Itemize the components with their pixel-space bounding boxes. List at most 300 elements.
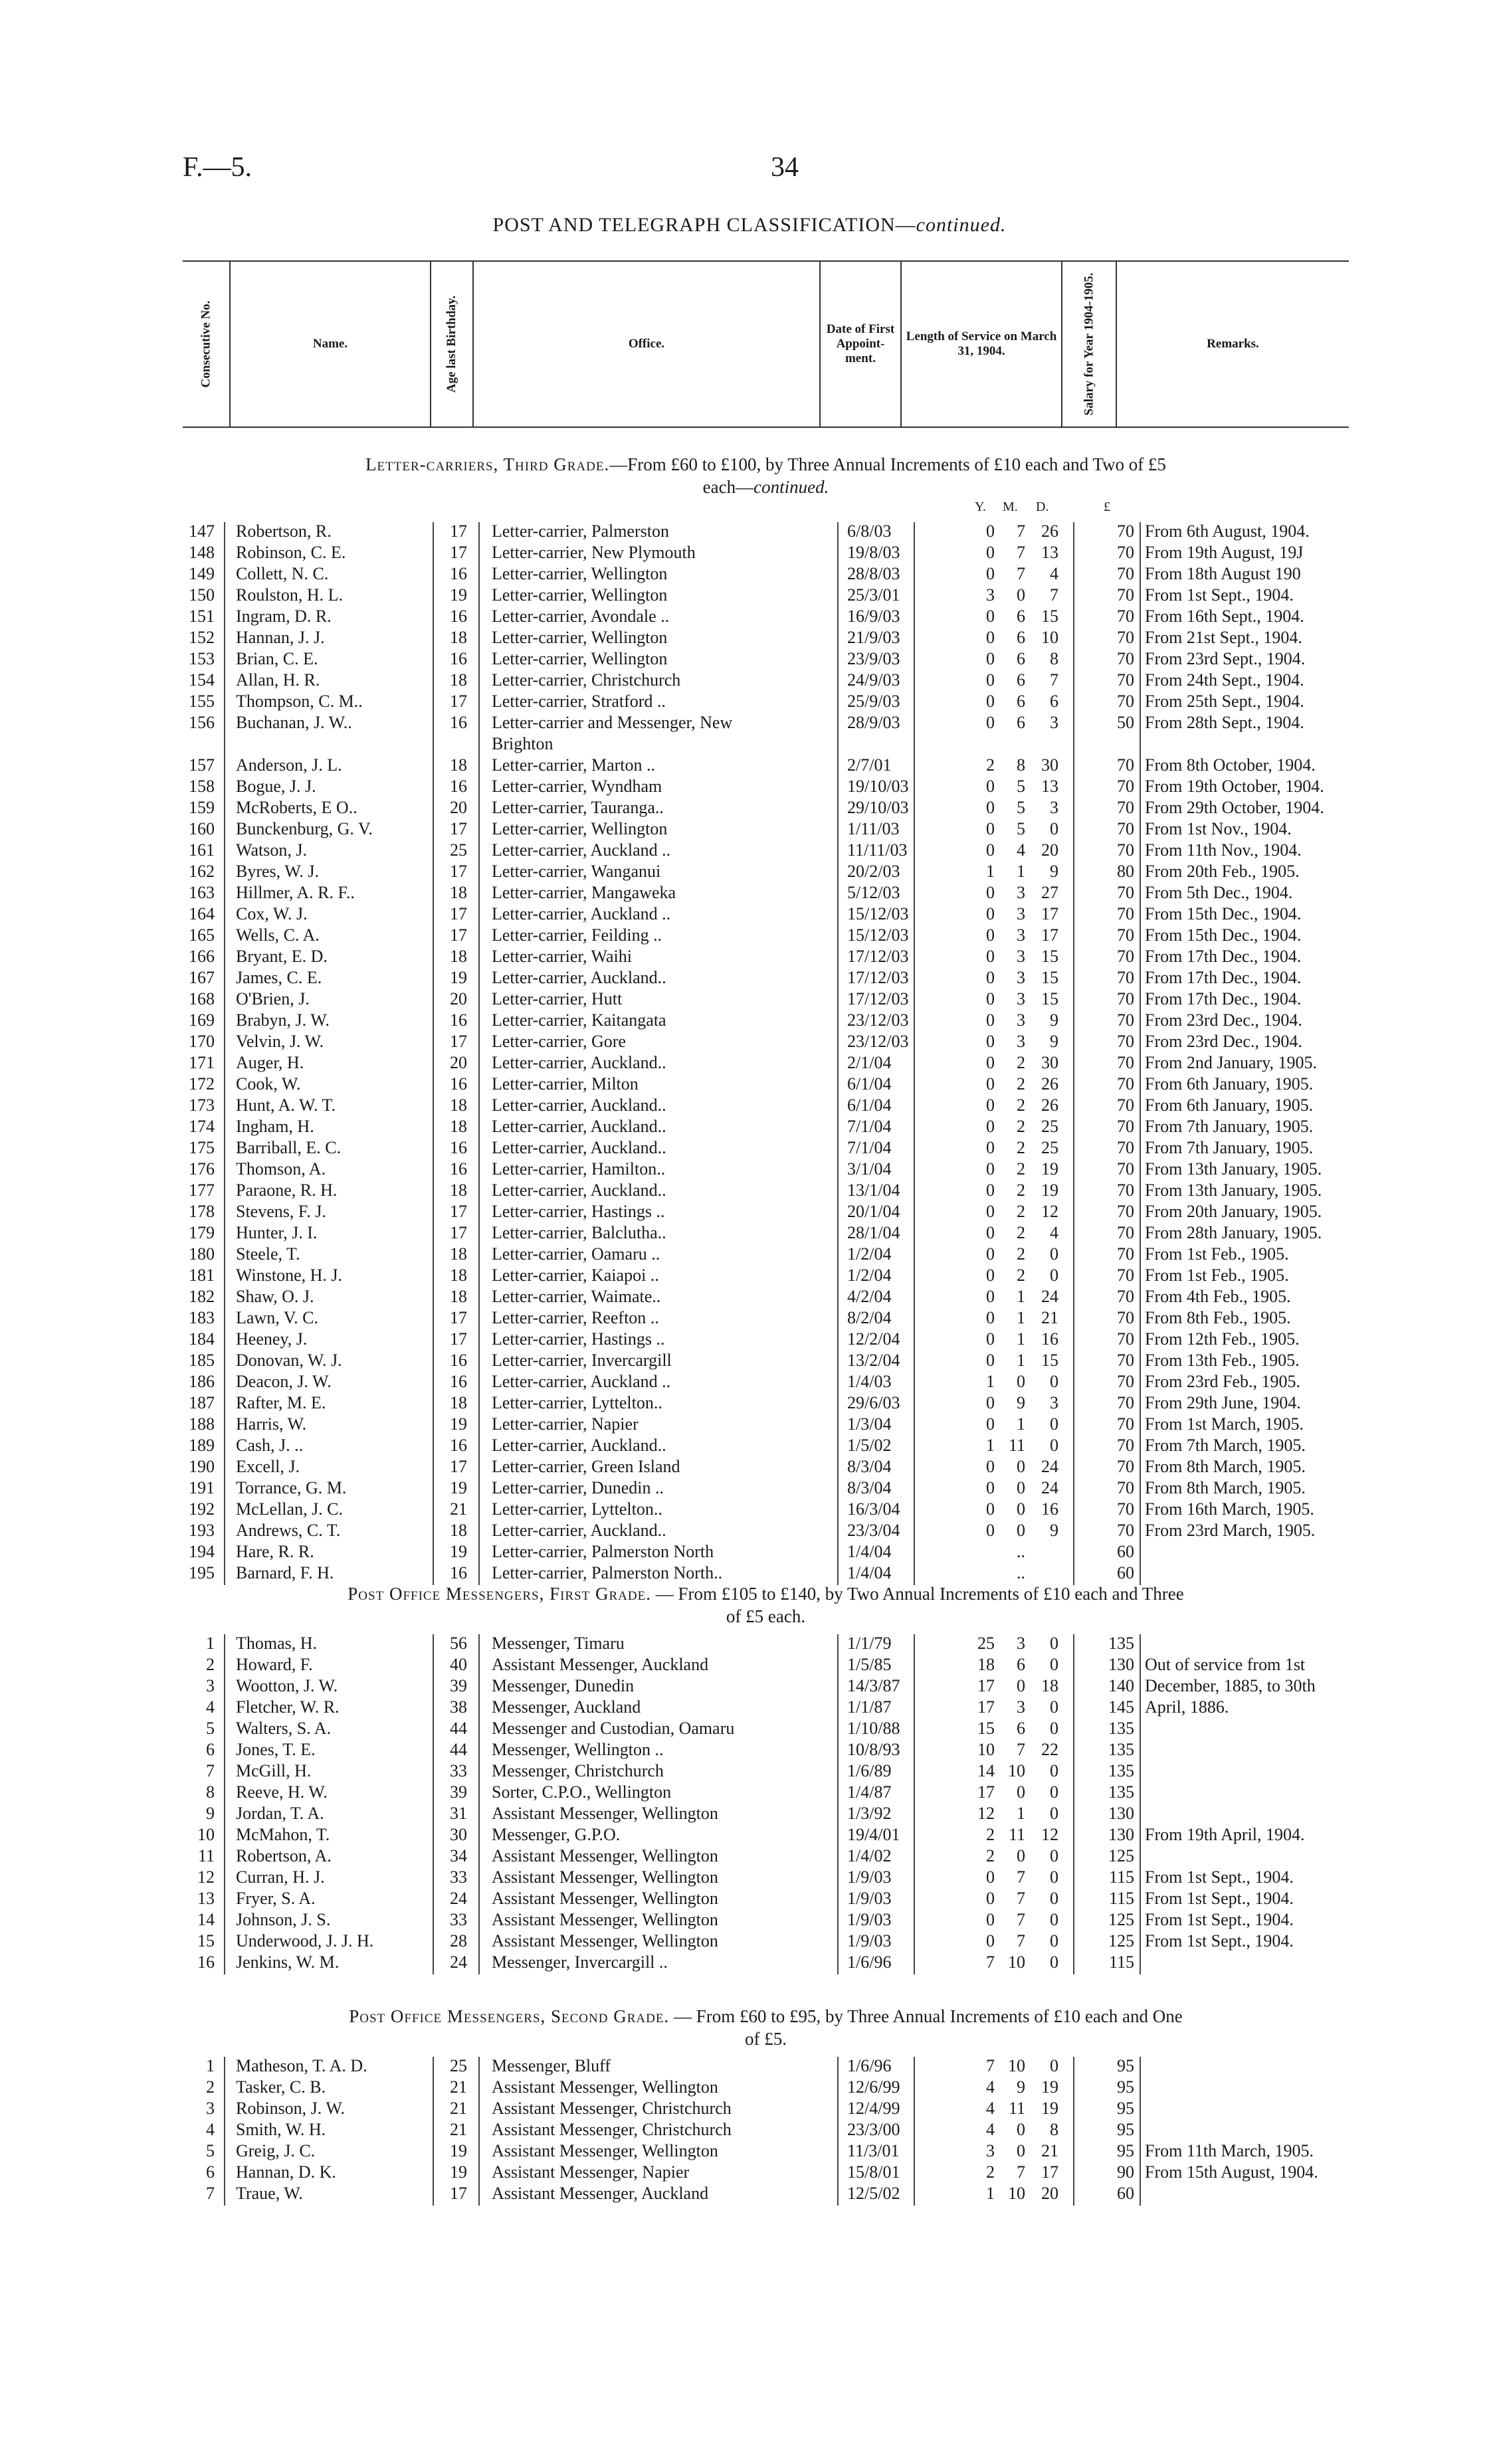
cell-name: McLellan, J. C. [236, 1499, 344, 1519]
cell-d: 25 [1041, 1117, 1058, 1136]
cell-d: 3 [1050, 1393, 1058, 1412]
cell-sal: 70 [1117, 819, 1134, 838]
cell-name: Wells, C. A. [236, 925, 320, 945]
cell-office: Letter-carrier, Auckland.. [492, 1521, 666, 1540]
cell-rem: From 1st Sept., 1904. [1145, 1910, 1294, 1929]
cell-d: 24 [1041, 1478, 1058, 1497]
cell-age: 19 [450, 968, 467, 987]
cell-date: 23/3/04 [847, 1521, 900, 1540]
cell-name: Bunckenburg, G. V. [236, 819, 373, 838]
cell-date: 1/9/03 [847, 1867, 892, 1887]
cell-date: 21/9/03 [847, 628, 900, 647]
cell-no: 169 [189, 1010, 215, 1030]
cell-office: Letter-carrier, Auckland .. [492, 904, 671, 923]
section-title-smallcaps: Letter-carriers, Third Grade. [365, 454, 610, 474]
cell-age: 18 [450, 755, 467, 775]
cell-rem: From 1st Sept., 1904. [1145, 1931, 1294, 1950]
cell-rem: From 8th Feb., 1905. [1145, 1308, 1291, 1327]
cell-date: 6/1/04 [847, 1074, 892, 1093]
cell-office: Letter-carrier, New Plymouth [492, 543, 696, 562]
cell-age: 25 [450, 840, 467, 860]
cell-m: 0 [1017, 1457, 1025, 1476]
cell-no: 2 [206, 2077, 215, 2097]
cell-d: 15 [1041, 968, 1058, 987]
cell-office: Letter-carrier, Auckland.. [492, 1138, 666, 1157]
cell-rem: From 13th Feb., 1905. [1145, 1351, 1300, 1370]
cell-y: 14 [977, 1761, 995, 1780]
cell-date: 8/3/04 [847, 1478, 892, 1497]
column-rule [433, 2057, 434, 2206]
cell-date: 1/5/02 [847, 1436, 892, 1455]
cell-office: Letter-carrier, Hamilton.. [492, 1159, 666, 1179]
cell-age: 20 [450, 1053, 467, 1072]
cell-office: Letter-carrier, Oamaru .. [492, 1244, 660, 1264]
cell-sal: 70 [1117, 1287, 1134, 1306]
cell-date: 29/10/03 [847, 798, 909, 817]
cell-name: Auger, H. [236, 1053, 304, 1072]
cell-date: 1/6/89 [847, 1761, 892, 1780]
cell-y: 0 [986, 1244, 995, 1264]
cell-age: 20 [450, 798, 467, 817]
cell-m: 7 [1017, 1740, 1025, 1759]
cell-m: .. [1017, 1542, 1025, 1561]
cell-rem: From 19th October, 1904. [1145, 777, 1324, 796]
header-length [902, 262, 1062, 426]
cell-sal: 70 [1117, 755, 1134, 775]
cell-date: 12/6/99 [847, 2077, 900, 2097]
cell-no: 153 [189, 649, 215, 668]
cell-y: 1 [986, 1436, 995, 1455]
column-header-row [183, 260, 1349, 428]
cell-office: Letter-carrier, Lyttelton.. [492, 1499, 662, 1519]
cell-office: Letter-carrier, Gore [492, 1032, 626, 1051]
cell-name: Howard, F. [236, 1655, 313, 1674]
cell-rem: From 11th March, 1905. [1145, 2141, 1314, 2160]
cell-office: Messenger, Christchurch [492, 1761, 664, 1780]
cell-no: 171 [189, 1053, 215, 1072]
cell-m: 3 [1017, 1032, 1025, 1051]
cell-no: 181 [189, 1266, 215, 1285]
section-title-letter-carriers [183, 453, 1349, 498]
cell-m: 6 [1017, 1655, 1025, 1674]
cell-sal: 70 [1117, 585, 1134, 605]
cell-office: Letter-carrier, Palmerston North.. [492, 1563, 723, 1582]
column-rule [914, 1634, 915, 1974]
cell-d: 7 [1050, 585, 1058, 605]
cell-m: 0 [1017, 1676, 1025, 1695]
cell-age: 18 [450, 1521, 467, 1540]
cell-age: 18 [450, 1287, 467, 1306]
cell-sal: 70 [1117, 1351, 1134, 1370]
cell-m: 8 [1017, 755, 1025, 775]
cell-no: 162 [189, 862, 215, 881]
cell-d: 13 [1041, 777, 1058, 796]
cell-age: 44 [450, 1719, 467, 1738]
column-rule [224, 2057, 225, 2206]
cell-name: Tasker, C. B. [236, 2077, 326, 2097]
cell-rem: From 16th Sept., 1904. [1145, 607, 1304, 626]
cell-name: Velvin, J. W. [236, 1032, 324, 1051]
cell-no: 186 [189, 1372, 215, 1391]
cell-m: 1 [1017, 1329, 1025, 1349]
cell-name: Fryer, S. A. [236, 1889, 316, 1908]
cell-office: Letter-carrier, Palmerston [492, 521, 669, 541]
cell-age: 18 [450, 947, 467, 966]
cell-y: 0 [986, 1308, 995, 1327]
cell-office: Messenger, Timaru [492, 1634, 625, 1653]
cell-sal: 70 [1117, 883, 1134, 902]
cell-office: Assistant Messenger, Christchurch [492, 2120, 732, 2139]
cell-y: 0 [986, 692, 995, 711]
cell-age: 18 [450, 1393, 467, 1412]
cell-sal: 135 [1108, 1761, 1134, 1780]
cell-m: 3 [1017, 1697, 1025, 1717]
cell-m: 11 [1008, 1436, 1025, 1455]
cell-no: 12 [197, 1867, 215, 1887]
cell-age: 17 [450, 904, 467, 923]
cell-date: 12/5/02 [847, 2184, 900, 2203]
cell-sal: 70 [1117, 692, 1134, 711]
cell-sal: 70 [1117, 670, 1134, 690]
cell-y: 12 [977, 1804, 995, 1823]
cell-m: 3 [1017, 904, 1025, 923]
cell-office: Messenger and Custodian, Oamaru [492, 1719, 735, 1738]
cell-rem: From 23rd Dec., 1904. [1145, 1032, 1302, 1051]
section-title-line2-text: of £5. [745, 2029, 787, 2049]
cell-m: 3 [1017, 883, 1025, 902]
cell-name: Thomson, A. [236, 1159, 326, 1179]
cell-m: 5 [1017, 777, 1025, 796]
cell-y: 0 [986, 521, 995, 541]
cell-y: 0 [986, 1095, 995, 1115]
cell-y: 0 [986, 1266, 995, 1285]
cell-age: 19 [450, 1542, 467, 1561]
cell-d: 0 [1050, 1697, 1058, 1717]
cell-date: 1/1/79 [847, 1634, 892, 1653]
cell-age: 30 [450, 1825, 467, 1844]
cell-age: 25 [450, 2056, 467, 2075]
cell-rem: From 15th Dec., 1904. [1145, 904, 1302, 923]
cell-office: Assistant Messenger, Auckland [492, 2184, 709, 2203]
cell-d: 15 [1041, 989, 1058, 1008]
cell-office: Brighton [492, 734, 553, 753]
cell-rem: From 11th Nov., 1904. [1145, 840, 1302, 860]
cell-name: Hannan, D. K. [236, 2162, 336, 2182]
cell-age: 19 [450, 1414, 467, 1434]
cell-m: 4 [1017, 840, 1025, 860]
cell-age: 16 [450, 1372, 467, 1391]
column-rule [224, 522, 225, 1585]
cell-date: 17/12/03 [847, 947, 909, 966]
cell-name: Buchanan, J. W.. [236, 713, 352, 732]
section-title-rest: — From £60 to £95, by Three Annual Increments of £10 each and One [669, 2006, 1183, 2026]
cell-sal: 140 [1108, 1676, 1134, 1695]
cell-office: Assistant Messenger, Wellington [492, 1804, 718, 1823]
cell-age: 17 [450, 925, 467, 945]
cell-no: 170 [189, 1032, 215, 1051]
cell-name: Brian, C. E. [236, 649, 318, 668]
cell-age: 24 [450, 1889, 467, 1908]
cell-rem: From 19th April, 1904. [1145, 1825, 1305, 1844]
cell-no: 185 [189, 1351, 215, 1370]
cell-y: 0 [986, 883, 995, 902]
cell-date: 23/12/03 [847, 1010, 909, 1030]
cell-age: 17 [450, 1308, 467, 1327]
cell-date: 1/6/96 [847, 1952, 892, 1972]
cell-no: 1 [206, 1634, 215, 1653]
cell-age: 17 [450, 862, 467, 881]
cell-no: 3 [206, 2099, 215, 2118]
cell-m: 7 [1017, 1931, 1025, 1950]
cell-name: Harris, W. [236, 1414, 307, 1434]
cell-age: 21 [450, 1499, 467, 1519]
cell-y: 0 [986, 1867, 995, 1887]
cell-y: 0 [986, 1931, 995, 1950]
cell-date: 24/9/03 [847, 670, 900, 690]
cell-no: 175 [189, 1138, 215, 1157]
cell-m: 6 [1017, 649, 1025, 668]
cell-date: 23/3/00 [847, 2120, 900, 2139]
cell-y: 0 [986, 607, 995, 626]
column-rule [1073, 1634, 1074, 1974]
cell-name: Curran, H. J. [236, 1867, 325, 1887]
cell-office: Messenger, Auckland [492, 1697, 641, 1717]
cell-y: 0 [986, 628, 995, 647]
cell-y: 17 [977, 1676, 995, 1695]
cell-y: 0 [986, 947, 995, 966]
cell-d: 0 [1050, 1931, 1058, 1950]
cell-m: 5 [1017, 798, 1025, 817]
cell-date: 23/12/03 [847, 1032, 909, 1051]
cell-y: 0 [986, 989, 995, 1008]
cell-name: Wootton, J. W. [236, 1676, 338, 1695]
cell-name: Byres, W. J. [236, 862, 319, 881]
cell-rem: From 1st Sept., 1904. [1145, 1889, 1294, 1908]
cell-m: 9 [1017, 1393, 1025, 1412]
cell-rem: From 8th March, 1905. [1145, 1457, 1306, 1476]
cell-name: Lawn, V. C. [236, 1308, 318, 1327]
cell-sal: 70 [1117, 649, 1134, 668]
cell-office: Assistant Messenger, Wellington [492, 1846, 718, 1865]
cell-no: 11 [197, 1846, 215, 1865]
cell-age: 18 [450, 1117, 467, 1136]
cell-m: 3 [1017, 1634, 1025, 1653]
cell-date: 11/3/01 [847, 2141, 900, 2160]
cell-no: 176 [189, 1159, 215, 1179]
cell-sal: 70 [1117, 1436, 1134, 1455]
cell-d: 20 [1041, 840, 1058, 860]
cell-age: 33 [450, 1761, 467, 1780]
cell-d: 26 [1041, 1074, 1058, 1093]
cell-date: 16/9/03 [847, 607, 900, 626]
cell-date: 1/4/87 [847, 1782, 892, 1802]
cell-m: 2 [1017, 1244, 1025, 1264]
cell-d: 0 [1050, 1414, 1058, 1434]
cell-m: 10 [1008, 2056, 1025, 2075]
cell-y: 0 [986, 1457, 995, 1476]
cell-age: 19 [450, 1478, 467, 1497]
cell-no: 183 [189, 1308, 215, 1327]
cell-age: 18 [450, 628, 467, 647]
cell-office: Letter-carrier, Waimate.. [492, 1287, 661, 1306]
cell-age: 17 [450, 521, 467, 541]
cell-office: Letter-carrier, Auckland.. [492, 968, 666, 987]
cell-age: 38 [450, 1697, 467, 1717]
cell-name: Jones, T. E. [236, 1740, 316, 1759]
cell-no: 157 [189, 755, 215, 775]
cell-date: 12/2/04 [847, 1329, 900, 1349]
cell-y: 0 [986, 1053, 995, 1072]
cell-d: 12 [1041, 1825, 1058, 1844]
cell-name: Barriball, E. C. [236, 1138, 342, 1157]
cell-sal: 125 [1108, 1846, 1134, 1865]
cell-no: 163 [189, 883, 215, 902]
cell-y: 0 [986, 1351, 995, 1370]
page-number: 34 [771, 152, 799, 183]
cell-m: 6 [1017, 607, 1025, 626]
cell-age: 16 [450, 1351, 467, 1370]
cell-date: 20/2/03 [847, 862, 900, 881]
column-rule [433, 522, 434, 1585]
cell-sal: 135 [1108, 1719, 1134, 1738]
cell-y: 17 [977, 1697, 995, 1717]
cell-m: 6 [1017, 670, 1025, 690]
cell-date: 6/8/03 [847, 521, 892, 541]
cell-office: Letter-carrier, Christchurch [492, 670, 681, 690]
cell-m: 3 [1017, 925, 1025, 945]
cell-age: 16 [450, 1138, 467, 1157]
cell-office: Letter-carrier, Marton .. [492, 755, 656, 775]
cell-m: 0 [1017, 1521, 1025, 1540]
cell-sal: 95 [1117, 2141, 1134, 2160]
cell-d: 24 [1041, 1287, 1058, 1306]
cell-office: Letter-carrier, Milton [492, 1074, 639, 1093]
cell-y: 0 [986, 564, 995, 583]
cell-m: 11 [1008, 2099, 1025, 2118]
cell-office: Letter-carrier, Wellington [492, 628, 668, 647]
cell-sal: 70 [1117, 1478, 1134, 1497]
cell-y: 0 [986, 925, 995, 945]
cell-no: 7 [206, 1761, 215, 1780]
cell-date: 1/2/04 [847, 1244, 892, 1264]
cell-date: 2/1/04 [847, 1053, 892, 1072]
cell-date: 13/2/04 [847, 1351, 900, 1370]
cell-no: 191 [189, 1478, 215, 1497]
cell-age: 17 [450, 692, 467, 711]
cell-sal: 95 [1117, 2056, 1134, 2075]
cell-date: 1/3/04 [847, 1414, 892, 1434]
cell-d: 0 [1050, 819, 1058, 838]
cell-d: 21 [1041, 2141, 1058, 2160]
cell-office: Sorter, C.P.O., Wellington [492, 1782, 672, 1802]
cell-date: 1/5/85 [847, 1655, 892, 1674]
cell-no: 5 [206, 1719, 215, 1738]
cell-sal: 50 [1117, 713, 1134, 732]
cell-office: Letter-carrier, Palmerston North [492, 1542, 714, 1561]
cell-d: 3 [1050, 798, 1058, 817]
cell-d: 4 [1050, 1223, 1058, 1242]
cell-age: 56 [450, 1634, 467, 1653]
cell-date: 19/10/03 [847, 777, 909, 796]
cell-no: 156 [189, 713, 215, 732]
cell-m: 6 [1017, 692, 1025, 711]
cell-d: 0 [1050, 1372, 1058, 1391]
cell-sal: 70 [1117, 1159, 1134, 1179]
cell-y: 0 [986, 777, 995, 796]
cell-no: 178 [189, 1202, 215, 1221]
cell-name: Fletcher, W. R. [236, 1697, 340, 1717]
cell-age: 18 [450, 670, 467, 690]
cell-age: 16 [450, 777, 467, 796]
header-age-text: Age last Birthday. [445, 295, 459, 393]
cell-no: 184 [189, 1329, 215, 1349]
cell-y: 1 [986, 1372, 995, 1391]
cell-m: 2 [1017, 1117, 1025, 1136]
cell-sal: 60 [1117, 1542, 1134, 1561]
cell-rem: From 8th March, 1905. [1145, 1478, 1306, 1497]
cell-d: 0 [1050, 2056, 1058, 2075]
cell-y: 0 [986, 1010, 995, 1030]
cell-office: Letter-carrier, Wellington [492, 585, 668, 605]
cell-y: 7 [986, 2056, 995, 2075]
cell-rem: From 23rd Feb., 1905. [1145, 1372, 1300, 1391]
cell-rem: From 20th January, 1905. [1145, 1202, 1322, 1221]
cell-name: McMahon, T. [236, 1825, 330, 1844]
page-title [0, 214, 1499, 237]
cell-rem: From 13th January, 1905. [1145, 1159, 1322, 1179]
header-no-text: Consecutive No. [199, 300, 213, 388]
cell-y: 0 [986, 1499, 995, 1519]
cell-rem: From 7th January, 1905. [1145, 1117, 1314, 1136]
cell-sal: 70 [1117, 1393, 1134, 1412]
cell-d: 9 [1050, 1010, 1058, 1030]
cell-office: Letter-carrier, Wanganui [492, 862, 661, 881]
cell-office: Assistant Messenger, Wellington [492, 2077, 718, 2097]
cell-date: 1/4/04 [847, 1542, 892, 1561]
cell-age: 40 [450, 1655, 467, 1674]
cell-m: 3 [1017, 968, 1025, 987]
cell-no: 7 [206, 2184, 215, 2203]
cell-m: 0 [1017, 2141, 1025, 2160]
cell-d: 15 [1041, 947, 1058, 966]
section-title-italic: continued. [753, 477, 829, 497]
cell-age: 21 [450, 2120, 467, 2139]
cell-m: 0 [1017, 2120, 1025, 2139]
cell-d: 17 [1041, 2162, 1058, 2182]
cell-no: 6 [206, 1740, 215, 1759]
cell-name: Bogue, J. J. [236, 777, 316, 796]
cell-age: 33 [450, 1910, 467, 1929]
cell-m: 3 [1017, 947, 1025, 966]
header-remarks-text: Remarks. [1207, 337, 1259, 351]
section-title-line2-text: each— [702, 477, 754, 497]
cell-rem: From 15th August, 1904. [1145, 2162, 1318, 2182]
cell-d: 25 [1041, 1138, 1058, 1157]
cell-date: 2/7/01 [847, 755, 892, 775]
cell-d: 12 [1041, 1202, 1058, 1221]
cell-d: 26 [1041, 521, 1058, 541]
cell-age: 17 [450, 543, 467, 562]
cell-rem: From 1st Feb., 1905. [1145, 1266, 1289, 1285]
cell-date: 25/3/01 [847, 585, 900, 605]
cell-m: 2 [1017, 1074, 1025, 1093]
cell-y: 0 [986, 670, 995, 690]
cell-date: 1/4/03 [847, 1372, 892, 1391]
cell-date: 12/4/99 [847, 2099, 900, 2118]
section-title-line2 [183, 1605, 1349, 1628]
cell-m: 0 [1017, 1782, 1025, 1802]
column-rule [837, 1634, 839, 1974]
